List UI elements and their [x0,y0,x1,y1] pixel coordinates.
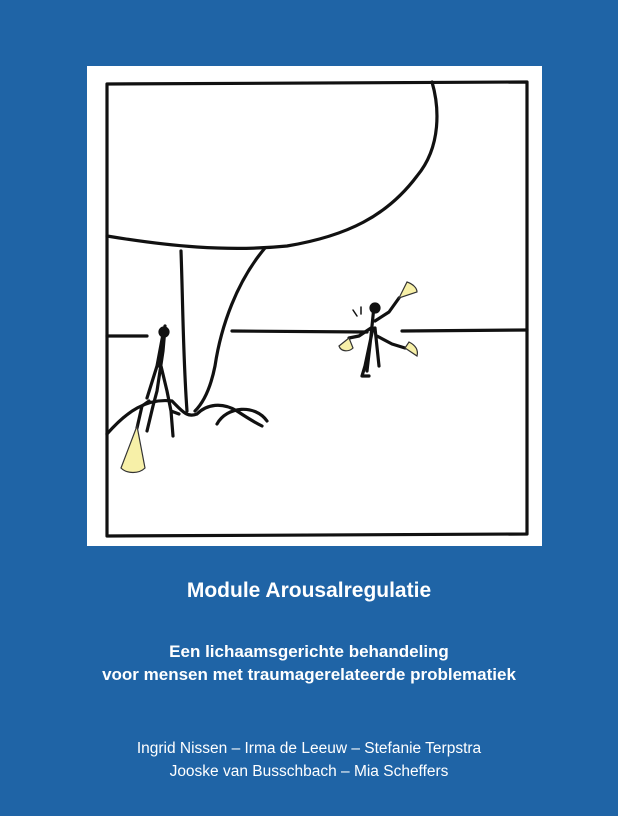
book-authors [0,737,618,783]
torch-top [399,282,417,298]
torch-right-arm [405,342,417,356]
tree-trunk-right [195,248,265,411]
torch-left-arm [339,338,353,351]
horizon-right [232,331,367,332]
drawing-frame [107,82,527,536]
authors-line-2: Jooske van Busschbach – Mia Scheffers [169,763,449,780]
tree-trunk-left [181,251,187,411]
sitting-figure [137,326,179,436]
authors-line-1: Ingrid Nissen – Irma de Leeuw – Stefanie Terpstra [136,740,482,757]
subtitle-line-2: voor mensen met traumagerelateerde problematiek [102,665,516,684]
tree-roots [107,401,262,434]
tree-canopy [107,82,437,248]
torch-left-figure [121,426,145,473]
subtitle-line-1: Een lichaamsgerichte behandeling [169,642,449,661]
book-title: Module Arousalregulatie [186,579,432,602]
book-subtitle [0,640,618,686]
cover-illustration [87,66,542,546]
tree-and-figures-drawing [87,66,542,546]
